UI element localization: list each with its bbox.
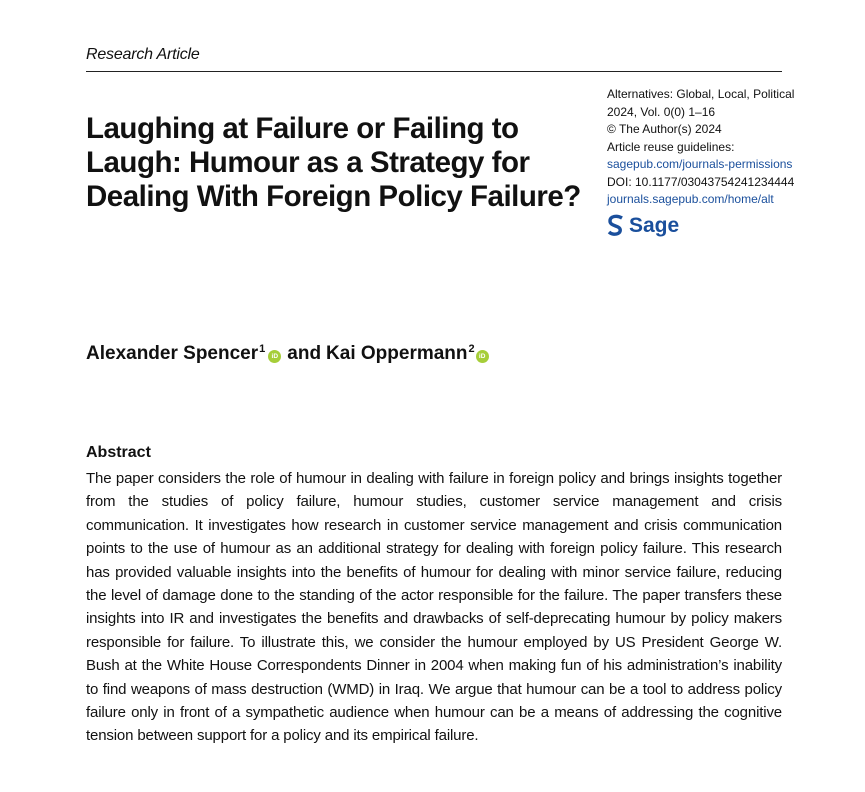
orcid-icon[interactable]: iD [268,350,281,363]
sage-wordmark: Sage [629,213,680,237]
volume-line: 2024, Vol. 0(0) 1–16 [607,104,716,119]
sage-s-icon [607,214,625,238]
doi-line: DOI: 10.1177/03043754241234444 [607,174,795,189]
copyright-line: © The Author(s) 2024 [607,122,722,136]
reuse-label: Article reuse guidelines: [607,139,735,154]
author-1-name[interactable]: Alexander Spencer [86,343,259,364]
article-title: Laughing at Failure or Failing to Laugh: Humour as a Strategy for Dealing With Foreign Policy Failure? [86,112,581,213]
author-1-affiliation: 1 [259,343,266,355]
article-type-label: Research Article [86,46,200,63]
abstract-body: The paper considers the role of humour in dealing with failure in foreign policy and brings insights together from the studies of policy failure, humour studies, customer service management and crisis communication. It investigates how research in customer service management and crisis communication points to the use of humour as an additional strategy for dealing with foreign policy failure. This research has provided valuable insights into the benefits of humour for dealing with minor service failure, reducing the level of damage done to the standing of the actor responsible for the failure. The paper transfers these insights into IR and investigates the benefits and drawbacks of self-deprecating humour by policy makers responsible for failure. To illustrate this, we consider the humour employed by US President George W. Bush at the White House Correspondents Dinner in 2004 when making fun of his administration’s inability to find weapons of mass destruction (WMD) in Iraq. We argue that humour can be a tool to address policy failure only in front of a sympathetic audience when humour can be a means of addressing the cognitive tension between support for a policy and its empirical failure. [86,470,782,745]
sage-logo [607,214,807,238]
journal-link[interactable]: journals.sagepub.com/home/alt [607,192,774,206]
journal-meta [607,86,807,238]
header-rule [86,71,782,72]
orcid-icon[interactable]: iD [476,350,489,363]
author-2-affiliation: 2 [468,343,475,355]
author-2-name[interactable]: Kai Oppermann [326,343,468,364]
author-joiner: and [287,343,322,364]
author-line [86,343,495,365]
abstract-heading: Abstract [86,444,151,461]
reuse-link[interactable]: sagepub.com/journals-permissions [607,157,793,171]
journal-name: Alternatives: Global, Local, Political [607,87,795,101]
